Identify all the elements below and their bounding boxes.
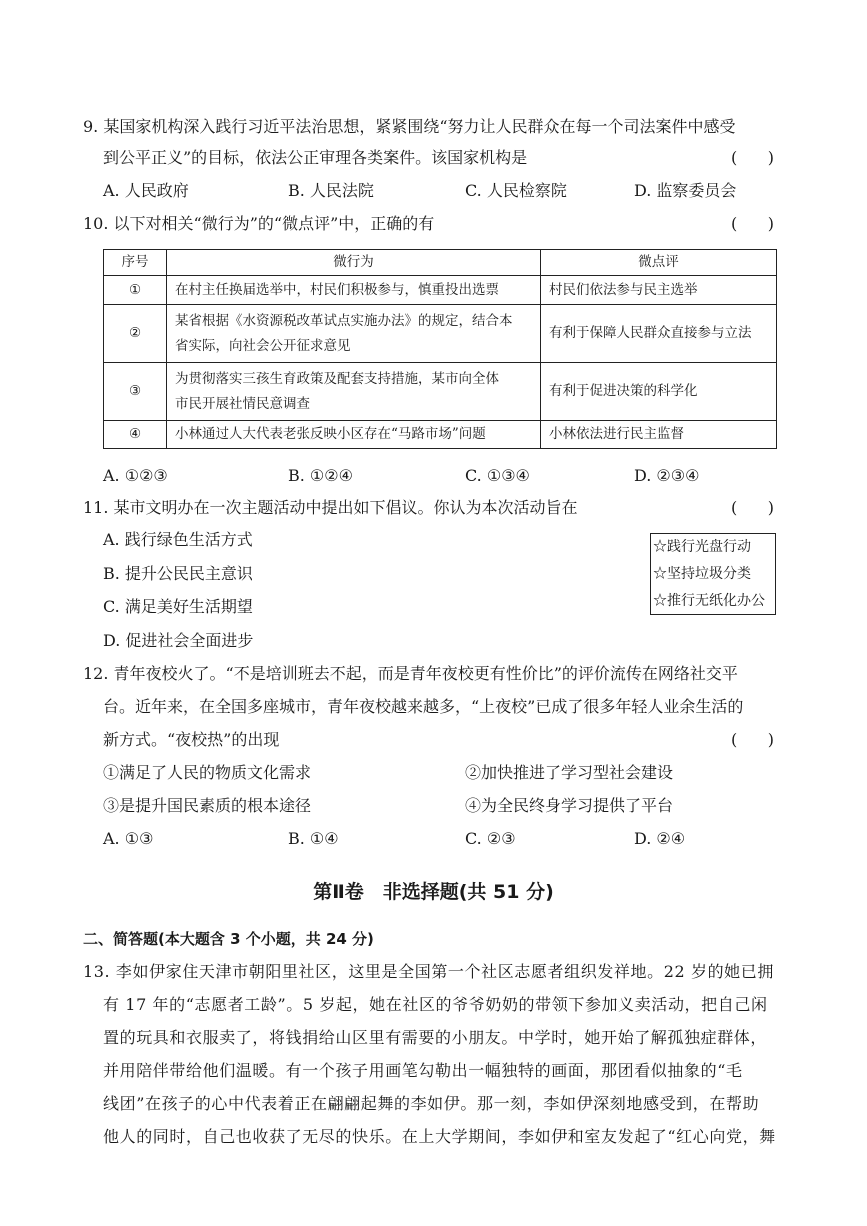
q10-option-b: B. ①②④ — [288, 466, 353, 485]
q9-answer-paren: ( ) — [731, 148, 774, 167]
row-act-text: 在村主任换届选举中，村民们积极参与，慎重投出选票 — [175, 281, 499, 298]
q12-statement-1: ①满足了人民的物质文化需求 — [103, 763, 312, 782]
q12-line3: 新方式。“夜校热”的出现 — [103, 730, 280, 749]
q9-option-b: B. 人民法院 — [288, 181, 374, 200]
row-comment: 小林依法进行民主监督 — [541, 421, 777, 449]
q9-option-c: C. 人民检察院 — [465, 181, 567, 200]
row-act-text: 某省根据《水资源税改革试点实施办法》的规定，结合本 — [175, 312, 513, 329]
q10-option-d: D. ②③④ — [634, 466, 700, 485]
q12-statement-3: ③是提升国民素质的根本途径 — [103, 796, 312, 815]
row-comment: 村民们依法参与民主选举 — [541, 276, 777, 305]
q11-answer-paren: ( ) — [731, 498, 774, 517]
q9-line1: 9. 某国家机构深入践行习近平法治思想，紧紧围绕“努力让人民群众在每一个司法案件中感受 — [83, 117, 736, 136]
q12-option-b: B. ①④ — [288, 829, 339, 848]
row-comment: 有利于保障人民群众直接参与立法 — [541, 305, 777, 363]
table-header-row — [104, 250, 777, 276]
proposal-item: ☆坚持垃圾分类 — [653, 566, 751, 582]
q11-proposal-box — [650, 533, 776, 615]
q9-option-a: A. 人民政府 — [103, 181, 189, 200]
row-number: ④ — [104, 421, 167, 449]
row-act — [167, 276, 541, 305]
q12-statement-2: ②加快推进了学习型社会建设 — [465, 763, 674, 782]
q11-option-a: A. 践行绿色生活方式 — [103, 530, 253, 549]
table-row — [104, 276, 777, 305]
row-number: ① — [104, 276, 167, 305]
proposal-item: ☆推行无纸化办公 — [653, 593, 765, 609]
q12-line1: 12. 青年夜校火了。“不是培训班去不起，而是青年夜校更有性价比”的评价流传在网络社交平 — [83, 664, 738, 683]
row-act-text: 小林通过人大代表老张反映小区存在“马路市场”问题 — [175, 426, 486, 442]
q11-stem: 11. 某市文明办在一次主题活动中提出如下倡议。你认为本次活动旨在 — [83, 498, 578, 517]
row-act — [167, 363, 541, 421]
q12-answer-paren: ( ) — [731, 730, 774, 749]
table-row — [104, 363, 777, 421]
q9-option-d: D. 监察委员会 — [634, 181, 737, 200]
row-number: ② — [104, 305, 167, 363]
q11-option-d: D. 促进社会全面进步 — [103, 631, 254, 650]
q13-line: 并用陪伴带给他们温暖。有一个孩子用画笔勾勒出一幅独特的画面，那团看似抽象的“毛 — [103, 1061, 743, 1080]
q9-line2: 到公平正义”的目标，依法公正审理各类案件。该国家机构是 — [103, 148, 528, 167]
q12-line2: 台。近年来，在全国多座城市，青年夜校越来越多，“上夜校”已成了很多年轻人业余生活的 — [103, 697, 744, 716]
proposal-item: ☆践行光盘行动 — [653, 539, 751, 555]
q11-option-b: B. 提升公民民主意识 — [103, 564, 253, 583]
q13-line: 线团”在孩子的心中代表着正在翩翩起舞的李如伊。那一刻，李如伊深刻地感受到，在帮助 — [103, 1094, 760, 1113]
q12-option-d: D. ②④ — [634, 829, 686, 848]
q12-statement-4: ④为全民终身学习提供了平台 — [465, 796, 674, 815]
table-header-no: 序号 — [104, 250, 167, 276]
table-row — [104, 305, 777, 363]
row-number: ③ — [104, 363, 167, 421]
row-act — [167, 421, 541, 449]
q13-line: 他人的同时，自己也收获了无尽的快乐。在上大学期间，李如伊和室友发起了“红心向党，舞 — [103, 1127, 776, 1146]
q13-line: 有 17 年的“志愿者工龄”。5 岁起，她在社区的爷爷奶奶的带领下参加义卖活动，把自己闲 — [103, 995, 768, 1014]
row-comment: 有利于促进决策的科学化 — [541, 363, 777, 421]
table-header-comment: 微点评 — [541, 250, 777, 276]
table-row — [104, 421, 777, 449]
q10-option-a: A. ①②③ — [103, 466, 168, 485]
row-act-text: 省实际，向社会公开征求意见 — [175, 337, 351, 354]
q10-stem: 10. 以下对相关“微行为”的“微点评”中，正确的有 — [83, 214, 435, 233]
q10-table — [103, 249, 777, 449]
q12-option-c: C. ②③ — [465, 829, 516, 848]
q11-option-c: C. 满足美好生活期望 — [103, 597, 253, 616]
section-title: 第Ⅱ卷 非选择题(共 51 分) — [313, 881, 554, 903]
q10-answer-paren: ( ) — [731, 214, 774, 233]
row-act-text: 为贯彻落实三孩生育政策及配套支持措施，某市向全体 — [175, 370, 499, 387]
q13-line: 13. 李如伊家住天津市朝阳里社区，这里是全国第一个社区志愿者组织发祥地。22 岁的她已拥 — [83, 962, 774, 981]
q12-option-a: A. ①③ — [103, 829, 154, 848]
table-header-act: 微行为 — [167, 250, 541, 276]
q10-option-c: C. ①③④ — [465, 466, 530, 485]
q13-line: 置的玩具和衣服卖了，将钱捐给山区里有需要的小朋友。中学时，她开始了解孤独症群体， — [103, 1028, 768, 1047]
row-act-text: 市民开展社情民意调查 — [175, 395, 310, 412]
part-two-heading: 二、简答题(本大题含 3 个小题，共 24 分) — [83, 930, 374, 948]
row-act — [167, 305, 541, 363]
